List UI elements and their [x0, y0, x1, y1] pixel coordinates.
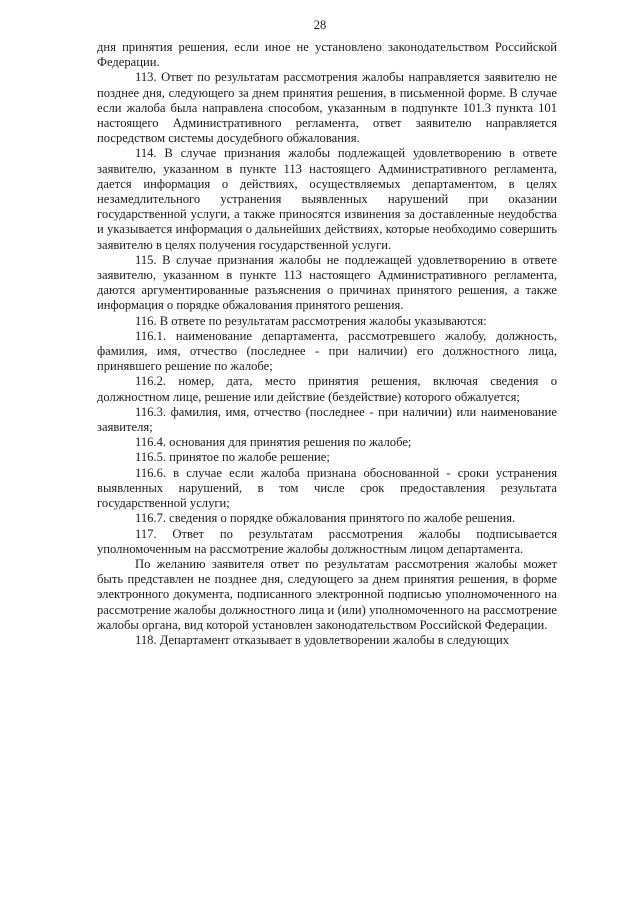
paragraph-113: 113. Ответ по результатам рассмотрения жалобы направляется заявителю не позднее дня, следующего за днем принятия решения, в письменной форме. В случае если жалоба была направлена способом, указанным в подпункте 101.3 пункта 101 настоящего Административного регламента, ответ заявителю направляется посредством системы досудебного обжалования. [97, 70, 557, 146]
paragraph-116-1: 116.1. наименование департамента, рассмотревшего жалобу, должность, фамилия, имя, отчество (последнее - при наличии) его должностного лица, принявшего решение по жалобе; [97, 328, 557, 374]
paragraph-117: 117. Ответ по результатам рассмотрения жалобы подписывается уполномоченным на рассмотрение жалобы должностным лицом департамента. [97, 526, 557, 556]
paragraph-118: 118. Департамент отказывает в удовлетворении жалобы в следующих [135, 632, 510, 647]
paragraph-114: 114. В случае признания жалобы подлежащей удовлетворению в ответе заявителю, указанном в пункте 113 настоящего Административного регламента, дается информация о действиях, осуществляемых департаментом, в целях незамедлительного устранения выявленных нарушений при оказании государственной услуги, а также приносятся извинения за доставленные неудобства и указывается информация о дальнейших действиях, которые необходимо совершить заявителю в целях получения государственной услуги. [97, 146, 557, 252]
body-text [97, 40, 557, 648]
paragraph-116: 116. В ответе по результатам рассмотрения жалобы указываются: [135, 313, 487, 328]
paragraph-116-4: 116.4. основания для принятия решения по жалобе; [135, 435, 412, 450]
paragraph-116-7: 116.7. сведения о порядке обжалования принятого по жалобе решения. [135, 511, 516, 526]
paragraph-116-2: 116.2. номер, дата, место принятия решения, включая сведения о должностном лице, решение или действие (бездействие) которого обжалуется; [97, 374, 557, 404]
paragraph-116-5: 116.5. принятое по жалобе решение; [135, 450, 330, 465]
paragraph-continuation: дня принятия решения, если иное не установлено законодательством Российской Федерации. [97, 40, 557, 70]
paragraph-116-3: 116.3. фамилия, имя, отчество (последнее - при наличии) или наименование заявителя; [97, 404, 557, 435]
paragraph-115: 115. В случае признания жалобы не подлежащей удовлетворению в ответе заявителю, указанном в пункте 113 настоящего Административного регламента, даются аргументированные разъяснения о причинах принятого решения, а также информация о порядке обжалования принятого решения. [97, 252, 557, 313]
page-number: 28 [313, 18, 327, 32]
paragraph-117-electronic: По желанию заявителя ответ по результатам рассмотрения жалобы может быть представлен не позднее дня, следующего за днем принятия решения, в форме электронного документа, подписанного электронной подписью уполномоченного на рассмотрение жалобы должностного лица и (или) уполномоченного на рассмотрение жалобы органа, вид которой установлен законодательством Российской Федерации. [97, 556, 557, 632]
paragraph-116-6: 116.6. в случае если жалоба признана обоснованной - сроки устранения выявленных нарушений, в том числе срок предоставления результата государственной услуги; [97, 465, 557, 511]
